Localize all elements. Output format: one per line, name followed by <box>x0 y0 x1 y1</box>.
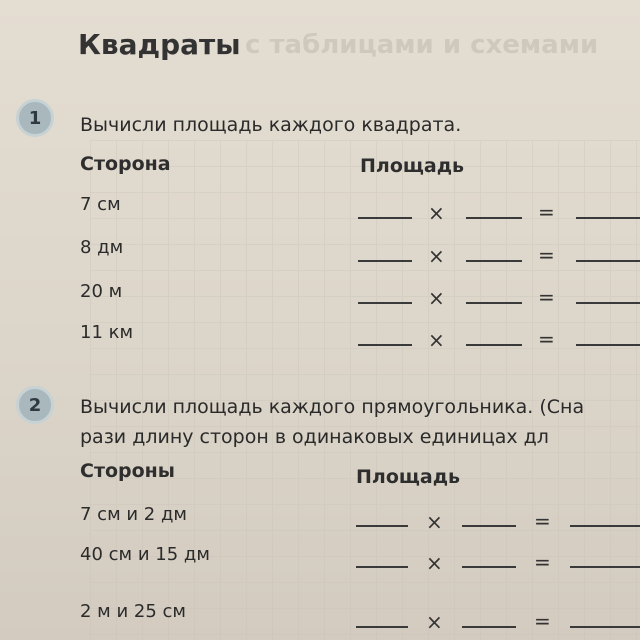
task-1-row-4-equals: = <box>538 327 555 351</box>
task-2-row-3-blank-a[interactable] <box>356 626 408 628</box>
task-1-row-2-equals: = <box>538 243 555 267</box>
task-2-row-2-blank-a[interactable] <box>356 566 408 568</box>
task-2-row-2-blank-b[interactable] <box>462 566 516 568</box>
bleed-through-text: с таблицами и схемами <box>245 30 599 60</box>
task-1-instruction: Вычисли площадь каждого квадрата. <box>80 114 462 136</box>
grid-background <box>90 140 640 640</box>
task-1-row-3-blank-a[interactable] <box>358 302 412 304</box>
task-2-row-3-sides: 2 м и 25 см <box>80 601 186 622</box>
task-2-row-2-sides: 40 см и 15 дм <box>80 544 210 565</box>
page-title: Квадраты <box>78 28 241 61</box>
task-2-header-area: Площадь <box>356 466 461 488</box>
task-2-header-sides: Стороны <box>80 460 175 482</box>
task-1-header-side: Сторона <box>80 153 171 175</box>
task-1-row-1-blank-a[interactable] <box>358 217 412 219</box>
task-2-row-2-blank-result[interactable] <box>570 566 640 568</box>
task-2-row-3-blank-b[interactable] <box>462 626 516 628</box>
task-2-row-2-times: × <box>426 551 443 575</box>
task-1-row-1-blank-result[interactable] <box>576 217 640 219</box>
task-1-row-2-blank-b[interactable] <box>466 260 522 262</box>
task-1-row-4-blank-result[interactable] <box>576 344 640 346</box>
task-1-row-2-side: 8 дм <box>80 237 124 258</box>
task-1-row-1-equals: = <box>538 200 555 224</box>
task-2-row-3-blank-result[interactable] <box>570 626 640 628</box>
task-2-row-3-times: × <box>426 610 443 634</box>
task-1-row-1-times: × <box>428 201 445 225</box>
task-2-row-1-equals: = <box>534 509 551 533</box>
task-1-row-3-side: 20 м <box>80 281 123 302</box>
task-1-row-3-blank-b[interactable] <box>466 302 522 304</box>
task-1-row-4-blank-a[interactable] <box>358 344 412 346</box>
task-1-row-1-side: 7 см <box>80 194 121 215</box>
task-1-row-2-times: × <box>428 244 445 268</box>
task-1-row-3-blank-result[interactable] <box>576 302 640 304</box>
task-2-row-1-times: × <box>426 510 443 534</box>
task-1-row-3-times: × <box>428 286 445 310</box>
task-1-number-badge: 1 <box>16 99 54 137</box>
task-1-row-1-blank-b[interactable] <box>466 217 522 219</box>
task-2-instruction-line-2: рази длину сторон в одинаковых единицах дл <box>80 426 549 448</box>
task-2-row-3-equals: = <box>534 609 551 633</box>
task-1-row-3-equals: = <box>538 285 555 309</box>
task-1-row-4-times: × <box>428 328 445 352</box>
task-2-row-1-blank-b[interactable] <box>462 525 516 527</box>
task-1-row-4-side: 11 км <box>80 322 134 343</box>
task-2-row-1-blank-result[interactable] <box>570 525 640 527</box>
task-1-row-2-blank-a[interactable] <box>358 260 412 262</box>
task-2-instruction-line-1: Вычисли площадь каждого прямоугольника. (Сна <box>80 396 585 418</box>
task-1-row-4-blank-b[interactable] <box>466 344 522 346</box>
task-2-row-1-sides: 7 см и 2 дм <box>80 504 187 525</box>
task-2-number-badge: 2 <box>16 386 54 424</box>
task-1-row-2-blank-result[interactable] <box>576 260 640 262</box>
task-1-header-area: Площадь <box>360 155 465 177</box>
task-2-row-1-blank-a[interactable] <box>356 525 408 527</box>
task-2-row-2-equals: = <box>534 550 551 574</box>
